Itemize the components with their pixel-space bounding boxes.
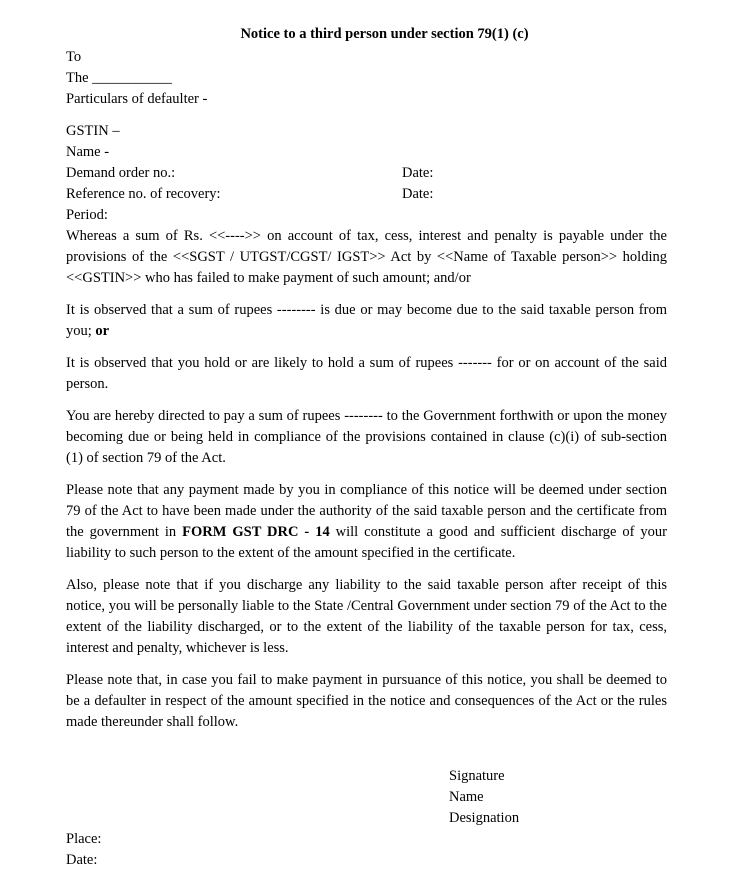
paragraph-sum-due-or: or	[95, 323, 110, 339]
notice-document	[66, 24, 667, 733]
signature-label: Signature	[449, 768, 505, 784]
paragraph-deemed-payment-text-b: will constitute a good and sufficient discharge of your liability to such person to the extent of the amount specified in the certificate.	[66, 524, 667, 561]
designation-label: Designation	[449, 810, 520, 826]
paragraph-personal-liability: Also, please note that if you discharge any liability to the said taxable person after receipt of this notice, you will be personally liable to the State /Central Government under section 79 of the Act to the extent of the liability discharged, or to the extent of the liability of the taxable person for tax, cess, interest and penalty, whichever is less.	[66, 577, 667, 656]
gstin-label: GSTIN –	[66, 123, 120, 139]
place-date-block	[66, 829, 101, 871]
paragraph-direction-to-pay: You are hereby directed to pay a sum of rupees -------- to the Government forthwith or upon the money becoming due or being held in compliance of the provisions contained in clause (c)(i) of sub-section (1) of section 79 of the Act.	[66, 408, 667, 466]
place-label: Place:	[66, 831, 102, 847]
paragraph-sum-due-text: It is observed that a sum of rupees -------- is due or may become due to the said taxable person from you;	[66, 302, 667, 339]
addressee-line: The ___________	[66, 70, 172, 86]
signatory-name-label: Name	[449, 789, 484, 805]
footer-date-label: Date:	[66, 852, 98, 868]
paragraph-sum-due	[66, 300, 667, 342]
to-label: To	[66, 49, 82, 65]
paragraph-defaulter-consequence: Please note that, in case you fail to make payment in pursuance of this notice, you shall be deemed to be a defaulter in respect of the amount specified in the notice and consequences of the Act or the rules made thereunder shall follow.	[66, 672, 667, 730]
demand-order-label: Demand order no.:	[66, 165, 176, 181]
name-label: Name -	[66, 144, 110, 160]
paragraph-deemed-payment-text-a: Please note that any payment made by you in compliance of this notice will be deemed under section 79 of the Act to have been made under the authority of the said taxable person and the certificate from the government in	[66, 482, 667, 540]
paragraph-amount-payable: Whereas a sum of Rs. <<---->> on account of tax, cess, interest and penalty is payable under the provisions of the <<SGST / UTGST/CGST/ IGST>> Act by <<Name of Taxable person>> holding <<GSTIN>> who has failed to make payment of such amount; and/or	[66, 228, 667, 286]
reference-row	[66, 184, 667, 205]
paragraph-deemed-payment	[66, 480, 667, 564]
form-reference: FORM GST DRC - 14	[182, 524, 330, 540]
demand-order-date-label: Date:	[402, 165, 434, 181]
notice-title: Notice to a third person under section 79(1) (c)	[240, 26, 529, 42]
signature-block	[449, 766, 519, 829]
particulars-label: Particulars of defaulter -	[66, 91, 208, 107]
period-label: Period:	[66, 207, 108, 223]
reference-date-label: Date:	[402, 186, 434, 202]
demand-order-row	[66, 163, 667, 184]
reference-label: Reference no. of recovery:	[66, 186, 221, 202]
paragraph-sum-held: It is observed that you hold or are likely to hold a sum of rupees ------- for or on account of the said person.	[66, 355, 667, 392]
